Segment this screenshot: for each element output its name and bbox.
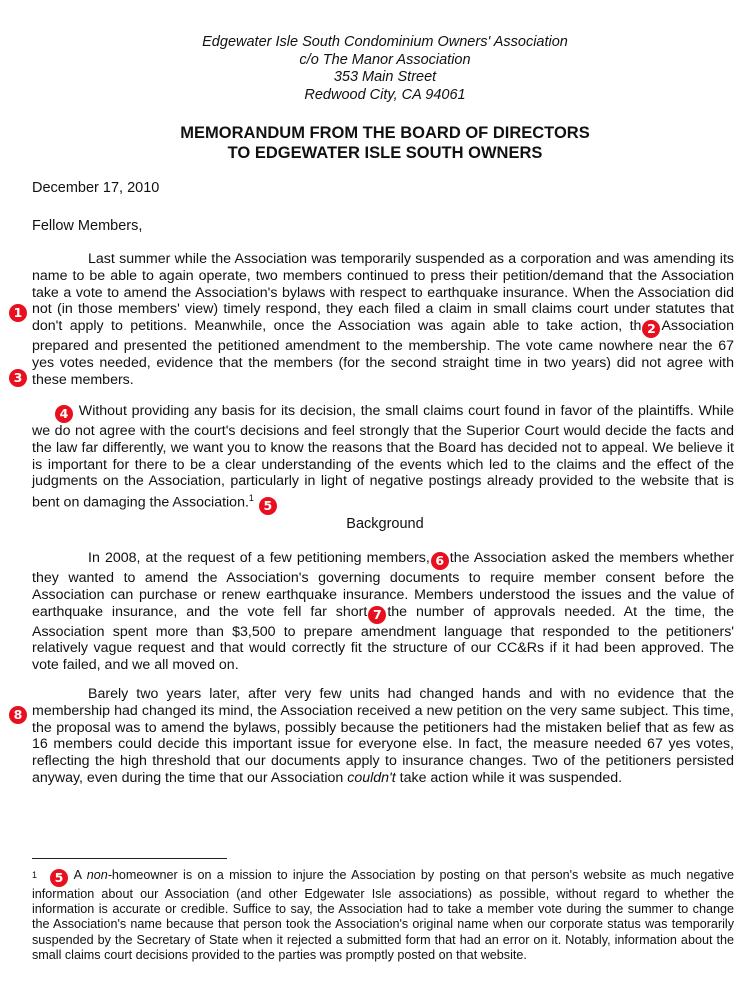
footnote-annotation-badge-5: 5 <box>50 869 68 887</box>
memo-date: December 17, 2010 <box>32 180 160 196</box>
paragraph-4-text-b: take action while it was suspended. <box>399 769 623 786</box>
section-heading-background: Background <box>346 516 424 532</box>
letterhead-care-of: c/o The Manor Association <box>299 51 471 68</box>
annotation-badge-2: 2 <box>642 320 660 338</box>
paragraph-1-text-a: Last summer while the Association was temporarily suspended as a corporation and was amending its name to be able to again operate, two members continued to press their petition/demand that the Association take a vote to amend the Association's bylaws with respect to earthquake insurance. When the Association did not (in those members' view) timely respond, they each filed a claim in small claims court under statutes that don't apply to petitions. Meanwhile, once the Association was again able to take action, th <box>32 251 734 335</box>
footnote-text-a: A <box>73 868 82 882</box>
salutation: Fellow Members, <box>32 218 143 234</box>
paragraph-1-text-b: Association prepared and presented the petitioned amendment to the membership. The vote came nowhere near the 67 yes votes needed, evidence that the members (for the second straight time in two years) did not agree with these members. <box>32 318 734 388</box>
annotation-badge-1: 1 <box>9 304 27 322</box>
footnote-divider <box>32 858 227 859</box>
footnote-text-b: homeowner is on a mission to injure the Association by posting on that person's website as much negative information about our Association (and other Edgewater Isle associations) as possible, without regard to whether the information is accurate or credible. Suffice to say, the Association had to take a member vote during the summer to change the Association's name because that person took the Association's original name when our corporate status was temporarily suspended by the Secretary of State when it rejected a submitted form that had an error on it. Notably, information about the small claims court decisions provided to the parties was promptly posted on that website. <box>32 868 734 962</box>
letterhead <box>0 34 750 104</box>
paragraph-3-text-b: the Association asked the members whether they wanted to amend the Association's governing documents to require member consent before the Association can purchase or renew earthquake insurance. Members understood the issues and the value of earthquake insurance, and the vote fell far short <box>32 550 734 620</box>
annotation-badge-8: 8 <box>9 706 27 724</box>
annotation-badge-6: 6 <box>431 552 449 570</box>
paragraph-1 <box>32 251 734 389</box>
paragraph-4-emphasis: couldn't <box>347 769 396 786</box>
paragraph-3-text-c: the number of approvals needed. At the time, the Association spent more than $3,500 to prepare amendment language that responded to the petitioners' relatively vague request and that would correctly fit the structure of our CC&Rs if it had been approved. The vote failed, and we all moved on. <box>32 603 734 674</box>
footnote-emphasis: non- <box>86 868 112 882</box>
annotation-badge-7: 7 <box>368 606 386 624</box>
paragraph-3 <box>32 550 734 674</box>
memo-title-line1: MEMORANDUM FROM THE BOARD OF DIRECTORS <box>180 124 590 142</box>
paragraph-2 <box>32 403 734 515</box>
footnote-reference[interactable]: 1 <box>248 493 254 504</box>
letterhead-org: Edgewater Isle South Condominium Owners' Association <box>202 34 568 50</box>
letterhead-city: Redwood City, CA 94061 <box>304 86 466 103</box>
footnote-marker: 1 <box>32 870 38 880</box>
memo-title <box>0 123 750 163</box>
paragraph-2-text: Without providing any basis for its decision, the small claims court found in favor of the plaintiffs. While we do not agree with the court's decisions and feel strongly that the Superior Court would decide the facts and the law far differently, we want you to know the reasons that the Board has decided not to appeal. We believe it is important for there to be a clear understanding of the events which led to the claims and the effect of the judgments on the Association, particularly in light of negative postings already provided to the website that is bent on damaging the Association. <box>32 403 734 511</box>
annotation-badge-5: 5 <box>259 497 277 515</box>
annotation-badge-3: 3 <box>9 369 27 387</box>
paragraph-3-text-a: In 2008, at the request of a few petitioning members, <box>88 550 430 566</box>
footnote <box>32 868 734 963</box>
memo-title-line2: TO EDGEWATER ISLE SOUTH OWNERS <box>227 144 543 162</box>
annotation-badge-4: 4 <box>55 405 73 423</box>
paragraph-4-text-a: Barely two years later, after very few units had changed hands and with no evidence that the membership had changed its mind, the Association received a new petition on the very same subject. This time, the proposal was to amend the bylaws, possibly because the petitioners had the mistaken belief that as few as 16 members could decide this important issue for everyone else. In fact, the measure needed 67 yes votes, reflecting the high threshold that our documents apply to insurance changes. Two of the petitioners persisted anyway, even during the time that our Association <box>32 686 734 786</box>
paragraph-4 <box>32 686 734 787</box>
letterhead-street: 353 Main Street <box>333 69 437 85</box>
